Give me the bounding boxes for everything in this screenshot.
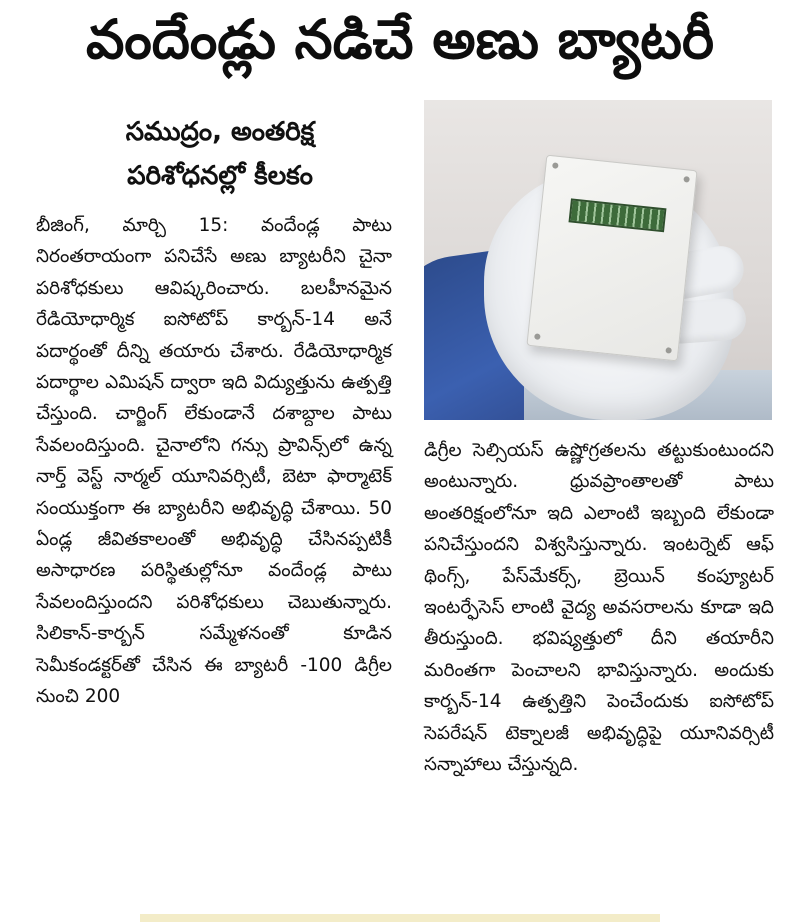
screw bbox=[665, 347, 672, 354]
battery-photo bbox=[424, 100, 772, 420]
battery-chip bbox=[568, 198, 666, 232]
subheadline-line-1: సముద్రం, అంతరిక్ష bbox=[125, 117, 315, 147]
screw bbox=[683, 176, 690, 183]
article-body-left-column: బీజింగ్, మార్చి 15: వందేండ్ల పాటు నిరంతరాయంగా పనిచేసే అణు బ్యాటరీని చైనా పరిశోధకులు ఆవిష్కరించారు. బలహీనమైన రేడియోధార్మిక ఐసోటోప్ కార్బన్-14 అనే పదార్థంతో దీన్ని తయారు చేశారు. రేడియోధార్మిక పదార్థాల ఎమిషన్ ద్వారా ఇది విద్యుత్తును ఉత్పత్తి చేస్తుంది. చార్జింగ్ లేకుండానే దశాబ్దాల పాటు సేవలందిస్తుంది. చైనాలోని గన్సు ప్రావిన్స్‌లో ఉన్న నార్త్ వెస్ట్ నార్మల్ యూనివర్సిటీ, బెటా ఫార్మాటెక్ సంయుక్తంగా ఈ బ్యాటరీని అభివృద్ధి చేశాయి. 50 ఏండ్ల జీవితకాలంతో అభివృద్ధి చేసినప్పటికీ అసాధారణ పరిస్థితుల్లోనూ వందేండ్ల పాటు సేవలందిస్తుందని పరిశోధకులు చెబుతున్నారు. సిలికాన్-కార్బన్ సమ్మేళనంతో కూడిన సెమీకండక్టర్‌తో చేసిన ఈ బ్యాటరీ -100 డిగ్రీల నుంచి 200 bbox=[36, 215, 392, 708]
article-body-right-column: డిగ్రీల సెల్సియస్ ఉష్ణోగ్రతలను తట్టుకుంటుందని అంటున్నారు. ధ్రువప్రాంతాలతో పాటు అంతరిక్షంలోనూ ఇది ఎలాంటి ఇబ్బంది లేకుండా పనిచేస్తుందని విశ్వసిస్తున్నారు. ఇంటర్నెట్ ఆఫ్ థింగ్స్, పేస్‌మేకర్స్, బ్రెయిన్ కంప్యూటర్ ఇంటర్ఫేసెస్ లాంటి వైద్య అవసరాలను కూడా ఇది తీరుస్తుంది. భవిష్యత్తులో దీని తయారీని మరింతగా పెంచాలని భావిస్తున్నారు. అందుకు కార్బన్-14 ఉత్పత్తిని పెంచేందుకు ఐసోటోప్ సెపరేషన్ టెక్నాలజీ అభివృద్ధిపై యూనివర్సిటీ సన్నాహాలు చేస్తున్నది. bbox=[424, 440, 774, 776]
screw bbox=[534, 333, 541, 340]
bottom-strip bbox=[140, 914, 660, 922]
screw bbox=[552, 162, 559, 169]
headline: వందేండ్లు నడిచే అణు బ్యాటరీ bbox=[85, 7, 715, 71]
subheadline bbox=[40, 110, 400, 198]
subheadline-line-2: పరిశోధనల్లో కీలకం bbox=[127, 161, 313, 191]
battery-device bbox=[526, 155, 697, 362]
